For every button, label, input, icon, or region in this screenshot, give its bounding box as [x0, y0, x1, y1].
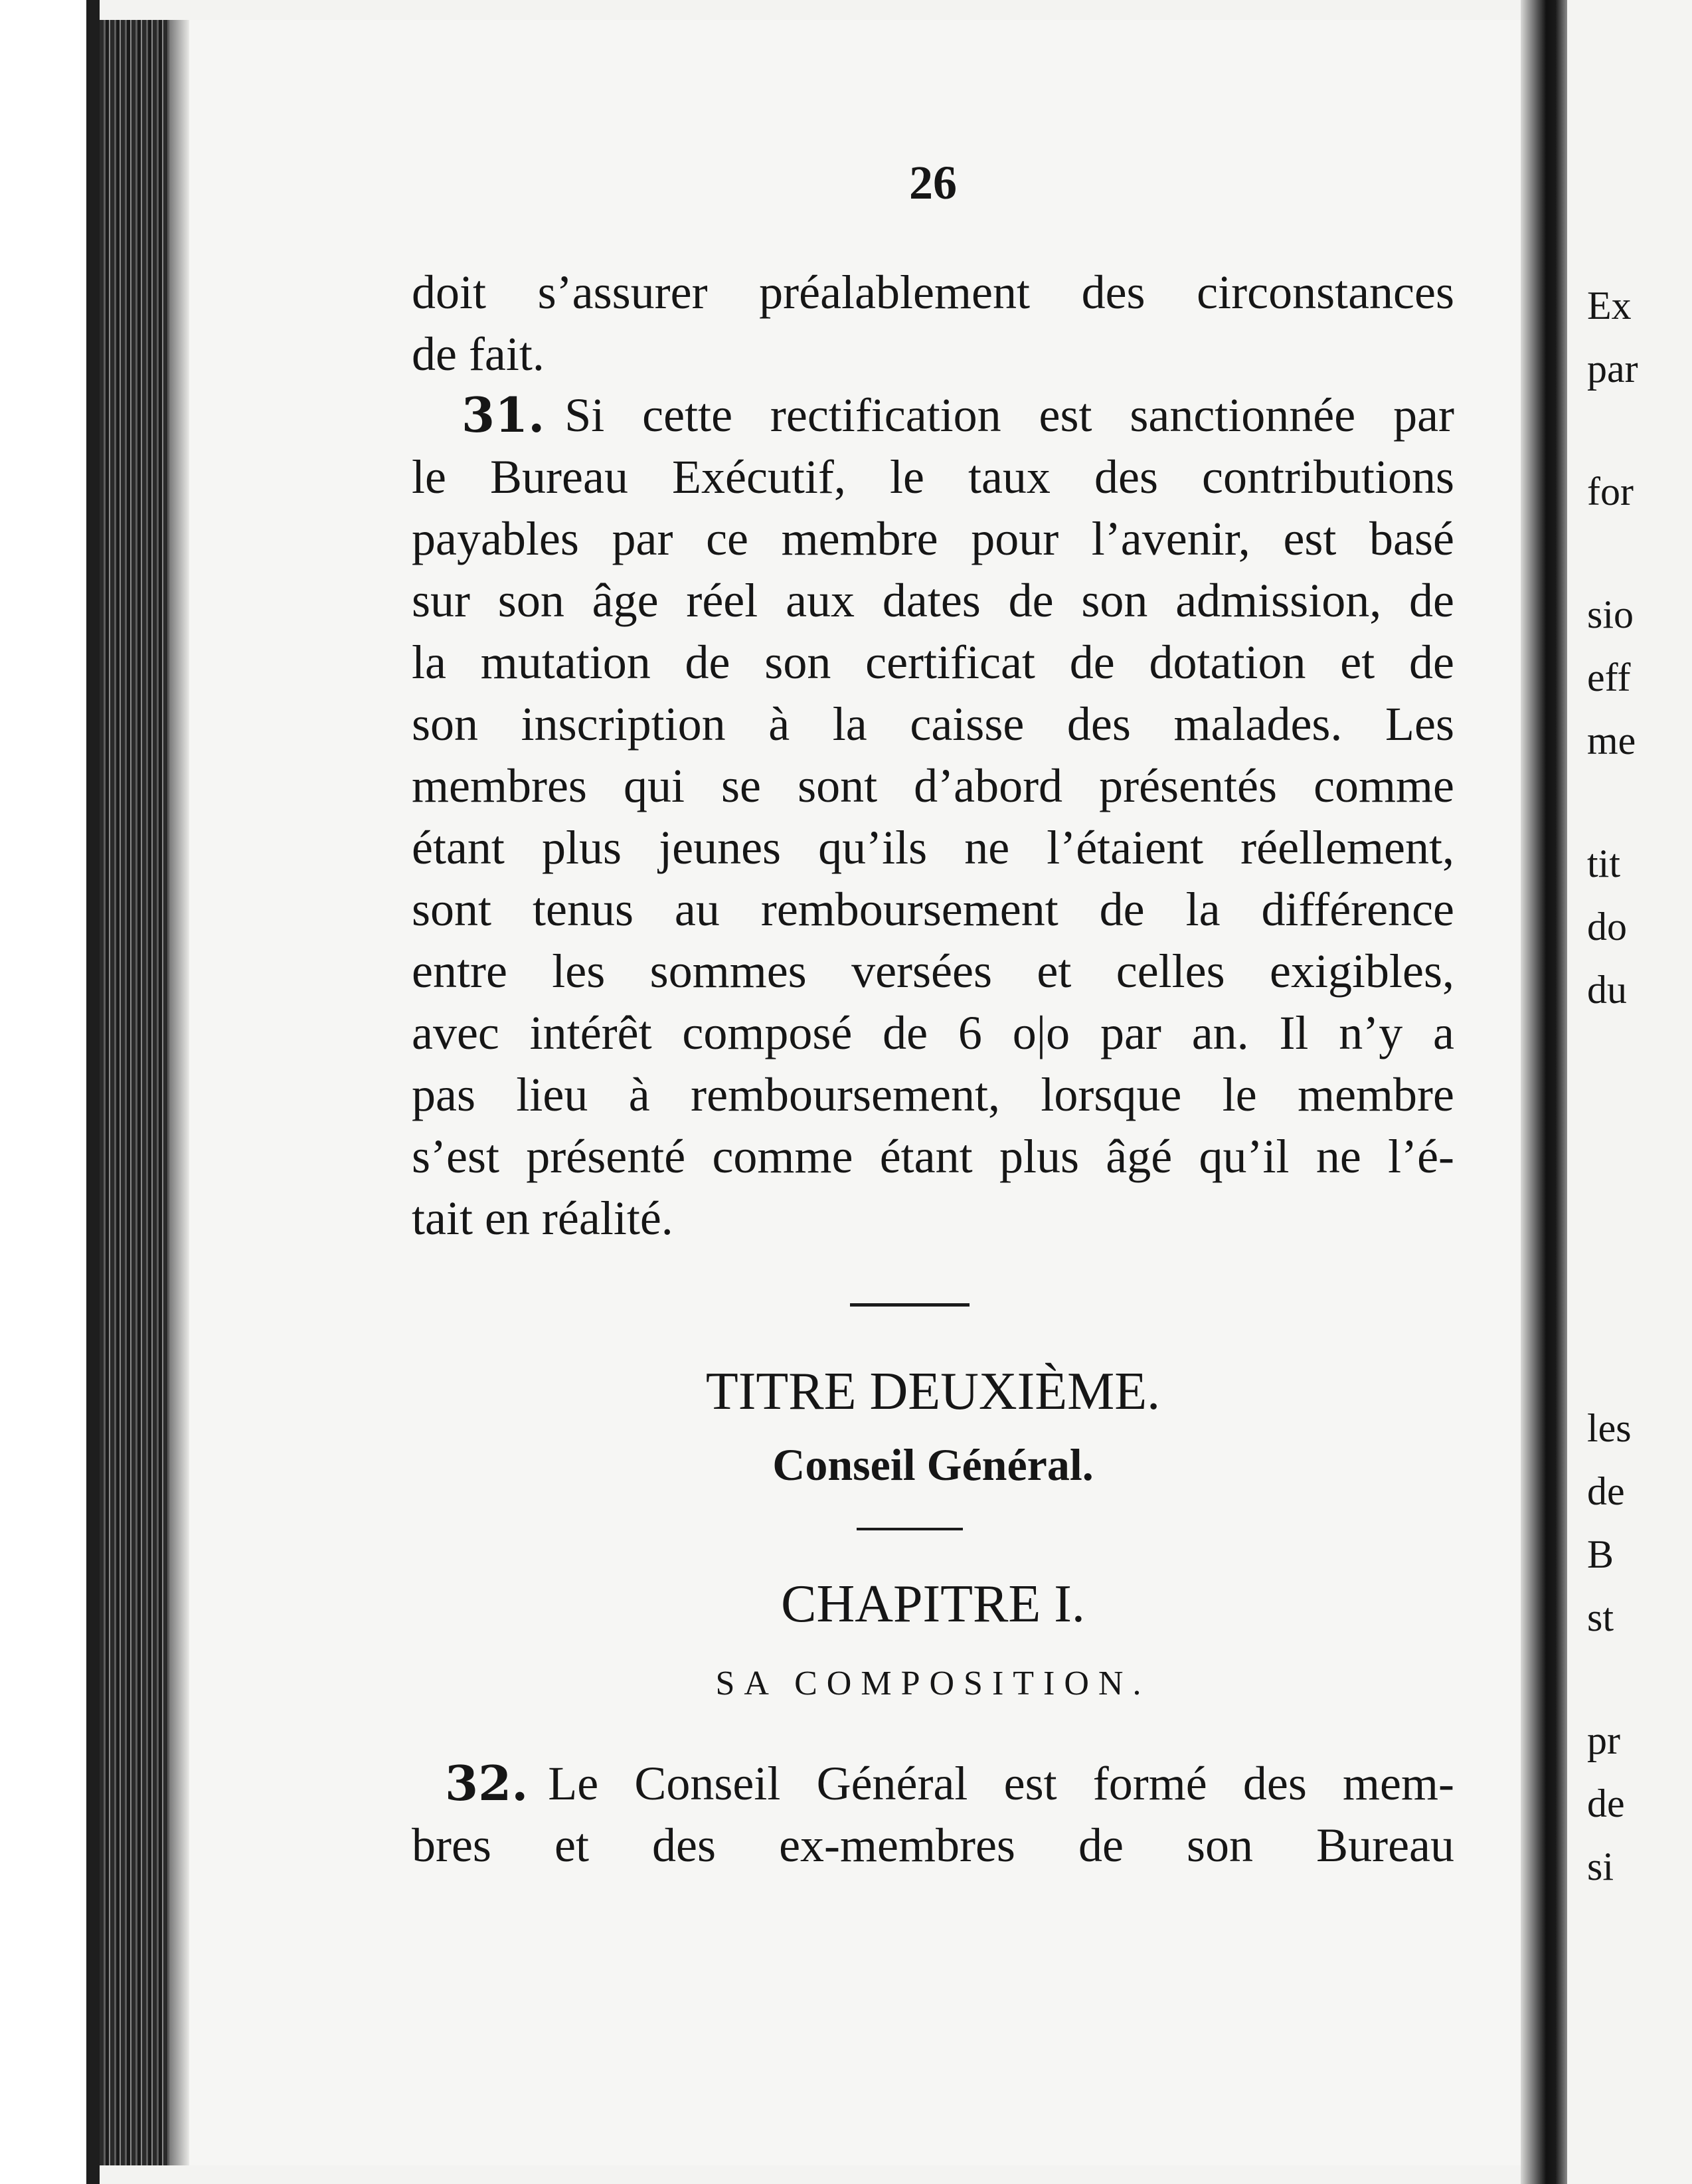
text-line: de fait. — [412, 327, 545, 381]
right-page-fragment: me — [1587, 719, 1636, 763]
text-line: membres qui se sont d’abord présentés comme — [412, 759, 1454, 812]
text-line: entre les sommes versées et celles exigibles, — [412, 945, 1454, 998]
text-line: s’est présenté comme étant plus âgé qu’il ne l’é- — [412, 1130, 1454, 1183]
scan-margin-left — [0, 0, 93, 2184]
text-line: Si cette rectification est sanctionnée par — [564, 389, 1454, 442]
text-line: Le Conseil Général est formé des mem- — [548, 1757, 1454, 1810]
right-page-fragment: st — [1587, 1595, 1614, 1639]
right-page-fragment: tit — [1587, 842, 1621, 885]
article-32-number: 32. — [445, 1755, 529, 1811]
right-page-fragment: de — [1587, 1781, 1625, 1825]
text-line: le Bureau Exécutif, le taux des contributions — [412, 450, 1454, 503]
text-line: son inscription à la caisse des malades. Les — [412, 697, 1454, 751]
text-line: sont tenus au remboursement de la différence — [412, 883, 1454, 936]
article-31-number: 31. — [462, 387, 545, 443]
article-32-first-line — [412, 1754, 1454, 1813]
text-line: la mutation de son certificat de dotation et de — [412, 636, 1454, 689]
text-line: payables par ce membre pour l’avenir, est basé — [412, 512, 1454, 565]
right-page-fragment: Ex — [1587, 284, 1632, 327]
title-heading: TITRE DEUXIÈME. — [705, 1362, 1161, 1421]
book-cover-edge — [86, 0, 100, 2184]
section-divider-rule — [857, 1528, 963, 1530]
right-page-fragment: si — [1587, 1845, 1614, 1888]
text-line: avec intérêt composé de 6 o|o par an. Il n’y a — [412, 1006, 1454, 1059]
text-line: pas lieu à remboursement, lorsque le membre — [412, 1068, 1454, 1121]
right-page-fragment: sio — [1587, 592, 1634, 636]
right-page-fragment: de — [1587, 1469, 1625, 1513]
right-page-fragment: B — [1587, 1532, 1614, 1576]
page-number: 26 — [909, 156, 957, 209]
right-page-fragment: du — [1587, 968, 1627, 1012]
right-book-page — [1567, 0, 1692, 2184]
section-heading: SA COMPOSITION. — [715, 1665, 1151, 1702]
book-spine-gutter — [1521, 0, 1567, 2184]
subtitle-heading: Conseil Général. — [772, 1439, 1094, 1490]
article-31-first-line — [412, 385, 1454, 445]
section-divider-rule — [850, 1303, 970, 1307]
right-page-fragment: par — [1587, 347, 1638, 391]
right-page-fragment: do — [1587, 905, 1627, 949]
page-stack-edge — [100, 20, 173, 2165]
text-line: doit s’assurer préalablement des circonstances — [412, 266, 1454, 319]
right-page-fragment: for — [1587, 470, 1634, 513]
right-page-fragment: eff — [1587, 656, 1631, 699]
right-page-fragment: les — [1587, 1406, 1632, 1450]
text-line: tait en réalité. — [412, 1192, 673, 1245]
text-line: bres et des ex-membres de son Bureau — [412, 1819, 1454, 1872]
right-page-fragment: pr — [1587, 1718, 1620, 1762]
chapter-heading: CHAPITRE I. — [781, 1575, 1085, 1633]
text-line: étant plus jeunes qu’ils ne l’étaient réellement, — [412, 821, 1454, 874]
page-stack-shadow — [169, 20, 189, 2165]
text-line: sur son âge réel aux dates de son admission, de — [412, 574, 1454, 627]
